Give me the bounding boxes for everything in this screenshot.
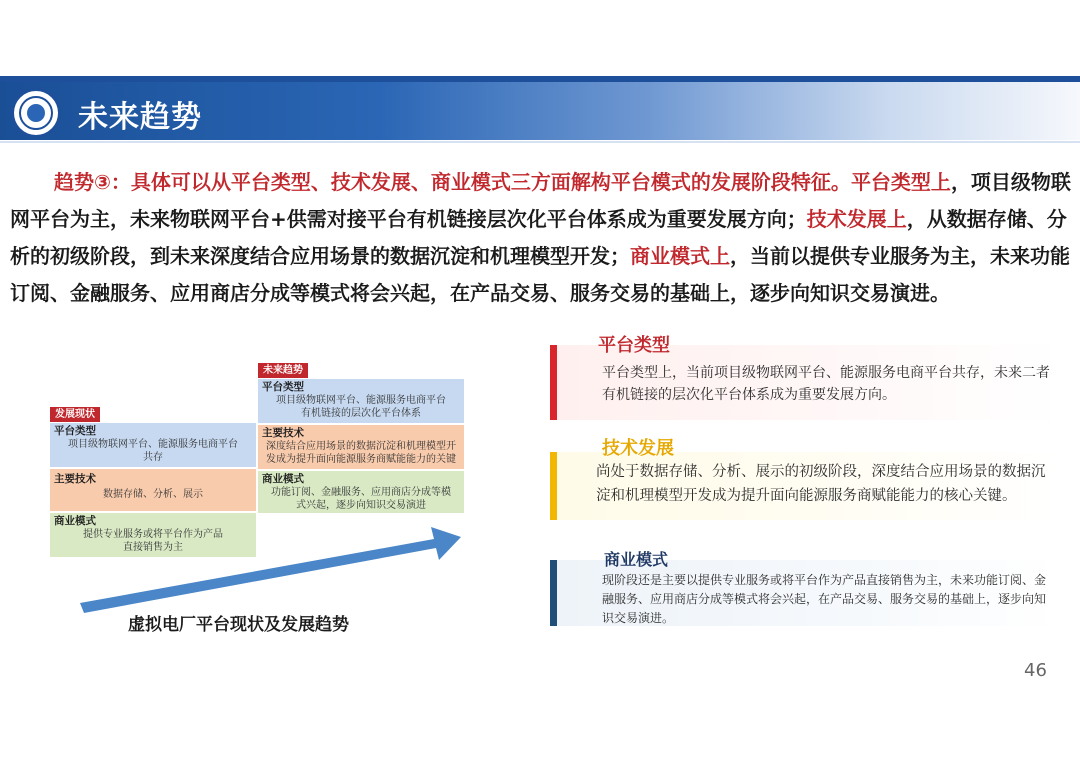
future-biz-title: 商业模式 <box>262 473 304 485</box>
current-biz-title: 商业模式 <box>54 515 96 527</box>
card-body: 尚处于数据存储、分析、展示的初级阶段，深度结合应用场景的数据沉淀和机理模型开发成为提升面向能源服务商赋能能力的核心关键。 <box>596 464 1046 504</box>
logo-core <box>27 104 45 122</box>
university-logo <box>11 88 61 138</box>
future-tech-title: 主要技术 <box>262 427 304 439</box>
intro-platform-text: ，项目级物联网平台为主，未来物联网平台+供需对接平台有机链接层次化平台体系成为重要发展方向； <box>10 170 1071 231</box>
current-tech-text: 数据存储、分析、展示 <box>103 489 203 500</box>
header-underline <box>0 141 1080 143</box>
intro-trend-lead: 趋势③：具体可以从平台类型、技术发展、商业模式三方面解构平台模式的发展阶段特征。 <box>54 170 851 194</box>
card-title: 平台类型 <box>598 335 670 356</box>
diagram-caption: 虚拟电厂平台现状及发展趋势 <box>128 615 349 635</box>
intro-platform-label: 平台类型上 <box>850 170 951 194</box>
future-platform-title: 平台类型 <box>262 381 304 393</box>
intro-tech-label: 技术发展上 <box>806 207 907 231</box>
card-body: 现阶段还是主要以提供专业服务或将平台作为产品直接销售为主，未来功能订阅、金融服务、应用商店分成等模式将会兴起，在产品交易、服务交易的基础上，逐步向知识交易演进。 <box>602 573 1047 625</box>
page-title: 未来趋势 <box>78 100 202 135</box>
future-tech-text: 深度结合应用场景的数据沉淀和机理模型开发成为提升面向能源服务商赋能能力的关键 <box>266 441 456 465</box>
current-biz-text: 提供专业服务或将平台作为产品直接销售为主 <box>83 529 223 553</box>
card-platform-type <box>550 335 1060 420</box>
current-tech-box <box>50 469 256 511</box>
card-title: 技术发展 <box>602 438 674 459</box>
card-accent-bar <box>550 560 557 626</box>
page-number: 46 <box>1024 660 1047 681</box>
future-platform-text: 项目级物联网平台、能源服务电商平台有机链接的层次化平台体系 <box>276 395 446 419</box>
card-accent-bar <box>550 452 557 520</box>
intro-tech-text: ，从数据存储、分析的初级阶段，到未来深度结合应用场景的数据沉淀和机理模型开发； <box>10 207 1067 268</box>
future-trend-tag: 未来趋势 <box>258 363 308 378</box>
card-title: 商业模式 <box>604 550 669 569</box>
future-biz-box <box>258 471 464 513</box>
intro-paragraph <box>10 164 1072 312</box>
future-biz-text: 功能订阅、金融服务、应用商店分成等模式兴起，逐步向知识交易演进 <box>271 487 451 511</box>
current-status-tag: 发展现状 <box>50 407 100 422</box>
future-platform-box <box>258 379 464 423</box>
card-body: 平台类型上，当前项目级物联网平台、能源服务电商平台共存，未来二者有机链接的层次化平台体系成为重要发展方向。 <box>602 365 1050 403</box>
current-biz-box <box>50 513 256 557</box>
intro-biz-label: 商业模式上 <box>630 244 730 268</box>
card-tech-development <box>550 438 1060 520</box>
current-platform-text: 项目级物联网平台、能源服务电商平台共存 <box>68 439 238 463</box>
card-accent-bar <box>550 345 557 420</box>
status-trend-diagram <box>36 355 476 640</box>
card-business-model <box>550 550 1060 626</box>
current-tech-title: 主要技术 <box>54 473 96 485</box>
current-platform-box <box>50 423 256 467</box>
current-platform-title: 平台类型 <box>54 425 96 437</box>
intro-biz-text: ，当前以提供专业服务为主，未来功能订阅、金融服务、应用商店分成等模式将会兴起，在产品交易、服务交易的基础上，逐步向知识交易演进。 <box>10 244 1070 305</box>
future-tech-box <box>258 425 464 469</box>
